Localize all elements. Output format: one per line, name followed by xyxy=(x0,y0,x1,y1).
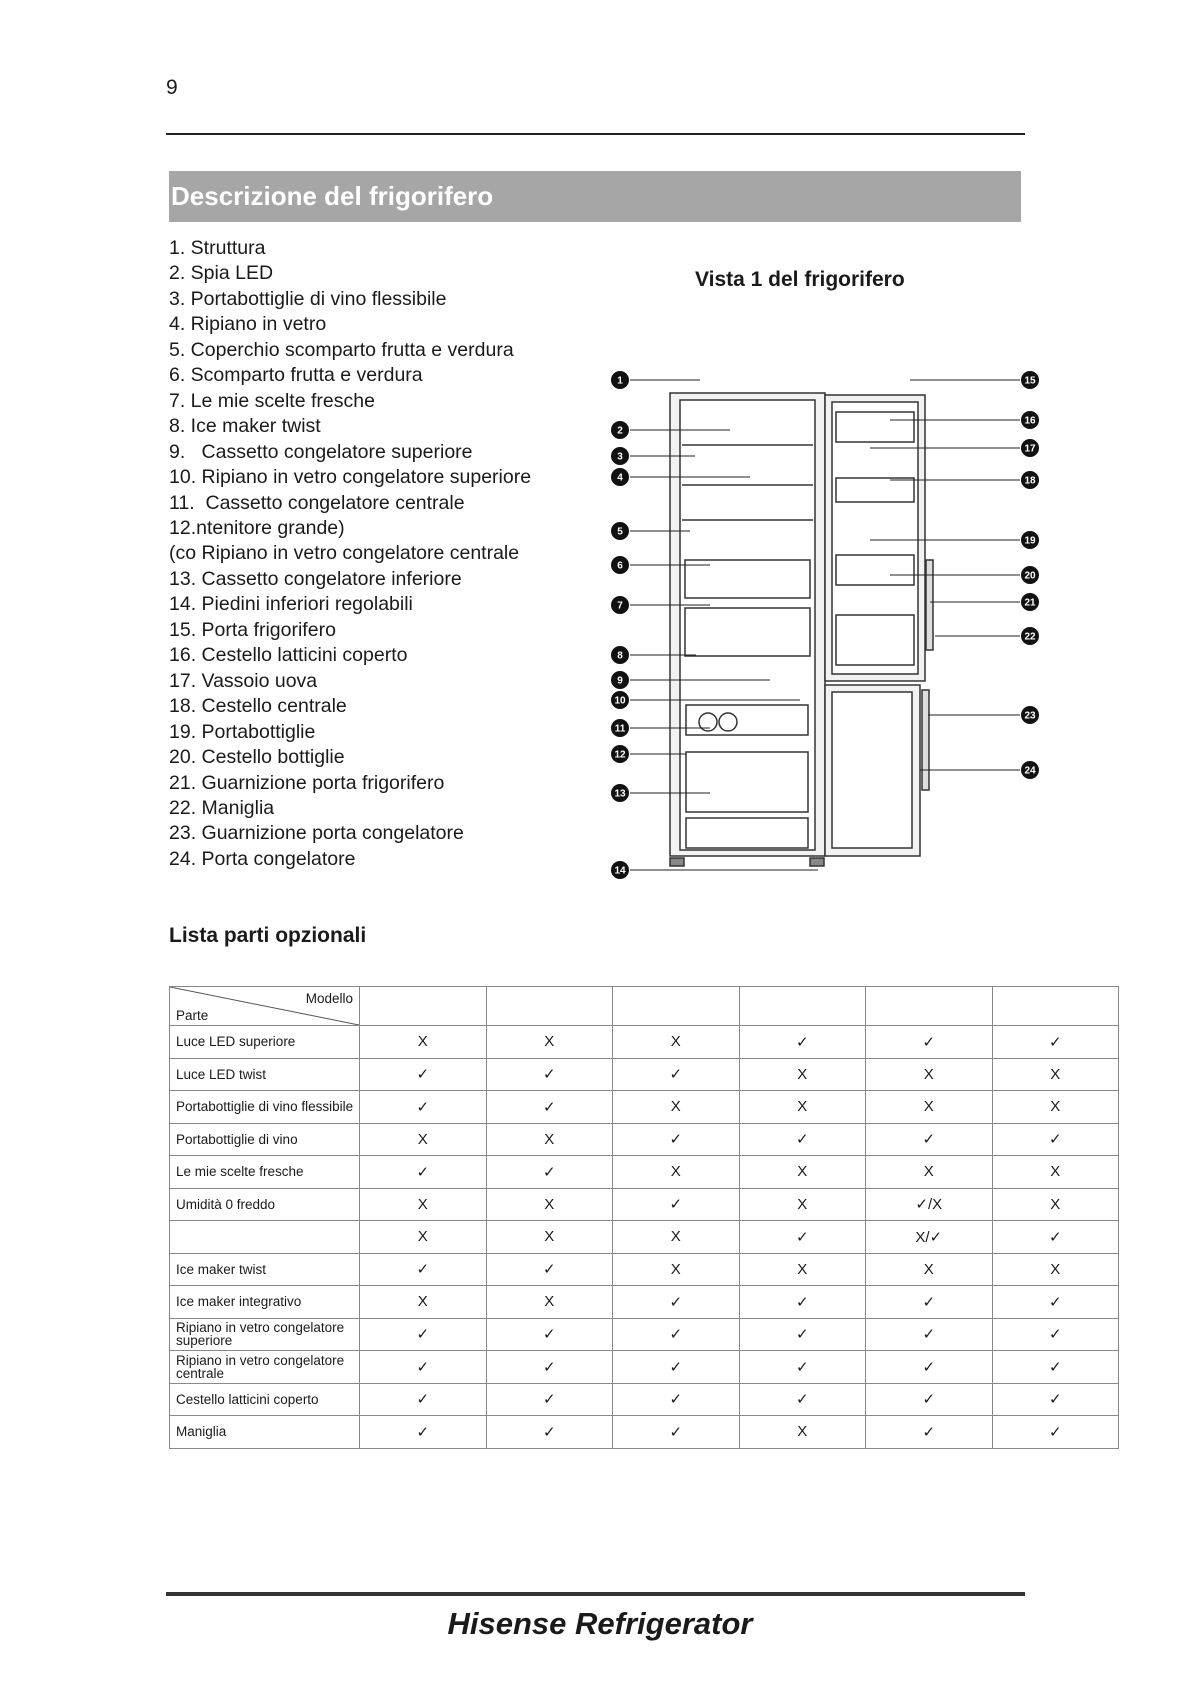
callout-number: 6 xyxy=(617,560,623,572)
table-row xyxy=(170,1416,1119,1449)
availability-mark: X xyxy=(866,1058,993,1091)
availability-mark: ✓ xyxy=(613,1351,740,1384)
parts-list-item: 20. Cestello bottiglie xyxy=(169,746,345,769)
availability-mark: X xyxy=(866,1253,993,1286)
availability-mark: X xyxy=(739,1253,866,1286)
availability-mark: ✓ xyxy=(360,1383,487,1416)
availability-mark: X xyxy=(739,1416,866,1449)
availability-mark: ✓ xyxy=(486,1058,613,1091)
table-row xyxy=(170,1123,1119,1156)
availability-mark: ✓ xyxy=(613,1286,740,1319)
availability-mark: X xyxy=(992,1091,1119,1124)
part-name-cell: Ice maker integrativo xyxy=(170,1286,360,1319)
availability-mark: ✓ xyxy=(866,1286,993,1319)
table-row xyxy=(170,1351,1119,1384)
availability-mark: X xyxy=(360,1221,487,1254)
page-number: 9 xyxy=(166,76,178,99)
availability-mark: ✓ xyxy=(486,1318,613,1351)
availability-mark: ✓ xyxy=(739,1123,866,1156)
availability-mark: X xyxy=(992,1058,1119,1091)
availability-mark: ✓ xyxy=(992,1026,1119,1059)
parts-list-item: 4. Ripiano in vetro xyxy=(169,313,327,336)
availability-mark: ✓ xyxy=(866,1383,993,1416)
availability-mark: ✓ xyxy=(739,1221,866,1254)
part-name-cell: Portabottiglie di vino xyxy=(170,1123,360,1156)
availability-mark: X xyxy=(360,1123,487,1156)
availability-mark: ✓ xyxy=(486,1091,613,1124)
callout-number: 15 xyxy=(1024,375,1036,387)
availability-mark: ✓ xyxy=(613,1416,740,1449)
availability-mark: X xyxy=(613,1026,740,1059)
callout-number: 19 xyxy=(1024,535,1036,547)
availability-mark: ✓ xyxy=(739,1318,866,1351)
bottom-rule xyxy=(166,1592,1025,1596)
parts-list-item: 22. Maniglia xyxy=(169,796,275,819)
parts-list-item: 6. Scomparto frutta e verdura xyxy=(169,364,423,387)
table-row xyxy=(170,1091,1119,1124)
callout-number: 21 xyxy=(1024,597,1036,609)
availability-mark: X xyxy=(992,1156,1119,1189)
parts-list-item: 7. Le mie scelte fresche xyxy=(169,389,375,412)
parts-list-item: 13. Cassetto congelatore inferiore xyxy=(169,567,462,590)
table-row xyxy=(170,1383,1119,1416)
availability-mark: ✓ xyxy=(739,1383,866,1416)
part-name-cell: Ripiano in vetro congelatore superiore xyxy=(170,1318,360,1351)
parts-list-item: 18. Cestello centrale xyxy=(169,695,347,718)
fridge-diagram xyxy=(600,360,1060,930)
part-name-cell: Umidità 0 freddo xyxy=(170,1188,360,1221)
parts-list-item: 12.ntenitore grande) xyxy=(169,516,345,539)
callout-number: 16 xyxy=(1024,415,1036,427)
availability-mark: X xyxy=(360,1188,487,1221)
callout-number: 23 xyxy=(1024,710,1036,722)
availability-mark: ✓ xyxy=(992,1123,1119,1156)
parts-list-item: 3. Portabottiglie di vino flessibile xyxy=(169,287,447,310)
table-row xyxy=(170,1156,1119,1189)
section-header xyxy=(169,171,1021,222)
availability-mark: X xyxy=(992,1188,1119,1221)
availability-mark: ✓ xyxy=(992,1383,1119,1416)
availability-mark: ✓ xyxy=(992,1286,1119,1319)
parts-list-item: 24. Porta congelatore xyxy=(169,847,356,870)
availability-mark: X xyxy=(866,1156,993,1189)
availability-mark: ✓ xyxy=(360,1416,487,1449)
callout-number: 9 xyxy=(617,675,623,687)
parts-list-item: 9. Cassetto congelatore superiore xyxy=(169,440,473,463)
availability-mark: X xyxy=(360,1286,487,1319)
availability-mark: ✓ xyxy=(613,1123,740,1156)
table-row xyxy=(170,1221,1119,1254)
parts-list-item: 21. Guarnizione porta frigorifero xyxy=(169,771,445,794)
callout-number: 5 xyxy=(617,526,623,538)
parts-list-item: 11. Cassetto congelatore centrale xyxy=(169,491,465,514)
availability-mark: ✓ xyxy=(360,1318,487,1351)
table-row xyxy=(170,1058,1119,1091)
callout-number: 4 xyxy=(617,472,623,484)
availability-mark: X xyxy=(866,1091,993,1124)
callout-number: 8 xyxy=(617,650,623,662)
header-model-label: Modello xyxy=(305,991,353,1006)
availability-mark: X xyxy=(486,1188,613,1221)
part-name-cell: Ice maker twist xyxy=(170,1253,360,1286)
availability-mark: ✓ xyxy=(613,1058,740,1091)
availability-mark: ✓ xyxy=(360,1156,487,1189)
availability-mark: ✓ xyxy=(992,1416,1119,1449)
availability-mark: ✓ xyxy=(486,1253,613,1286)
availability-mark: ✓ xyxy=(866,1318,993,1351)
availability-mark: ✓ xyxy=(992,1318,1119,1351)
availability-mark: ✓ xyxy=(613,1188,740,1221)
availability-mark: X xyxy=(486,1221,613,1254)
availability-mark: ✓ xyxy=(613,1318,740,1351)
availability-mark: ✓ xyxy=(486,1383,613,1416)
availability-mark: X xyxy=(360,1026,487,1059)
availability-mark: X xyxy=(739,1058,866,1091)
availability-mark: ✓/X xyxy=(866,1188,993,1221)
parts-list-item: 2. Spia LED xyxy=(169,262,274,285)
availability-mark: ✓ xyxy=(739,1351,866,1384)
table-header-row xyxy=(170,987,1119,1026)
part-name-cell: Luce LED superiore xyxy=(170,1026,360,1059)
parts-list-item: 14. Piedini inferiori regolabili xyxy=(169,593,413,616)
availability-mark: ✓ xyxy=(739,1286,866,1319)
section-title: Descrizione del frigorifero xyxy=(171,181,494,211)
availability-mark: ✓ xyxy=(866,1351,993,1384)
callout-number: 2 xyxy=(617,425,623,437)
callout-number: 17 xyxy=(1024,443,1036,455)
callout-number: 1 xyxy=(617,375,623,387)
optional-parts-title: Lista parti opzionali xyxy=(169,924,367,947)
callout-number: 13 xyxy=(614,788,626,800)
table-row xyxy=(170,1318,1119,1351)
availability-mark: X xyxy=(486,1026,613,1059)
availability-mark: ✓ xyxy=(992,1221,1119,1254)
model-column-5 xyxy=(866,987,993,1026)
part-name-cell: Portabottiglie di vino flessibile xyxy=(170,1091,360,1124)
model-column-2 xyxy=(486,987,613,1026)
parts-list-item: 8. Ice maker twist xyxy=(169,415,321,438)
part-name-cell: Ripiano in vetro congelatore centrale xyxy=(170,1351,360,1384)
header-part-label: Parte xyxy=(176,1008,209,1023)
availability-mark: ✓ xyxy=(486,1416,613,1449)
availability-mark: X xyxy=(486,1123,613,1156)
availability-mark: ✓ xyxy=(360,1058,487,1091)
callout-number: 22 xyxy=(1024,631,1036,643)
parts-list-item: 15. Porta frigorifero xyxy=(169,618,336,641)
callout-number: 24 xyxy=(1024,765,1036,777)
part-name-cell: Le mie scelte fresche xyxy=(170,1156,360,1189)
parts-list-item: 1. Struttura xyxy=(169,237,266,259)
parts-list-item: 17. Vassoio uova xyxy=(169,669,318,692)
callout-number: 12 xyxy=(614,749,626,761)
callout-number: 10 xyxy=(614,695,626,707)
brand-footer xyxy=(0,1606,1190,1642)
optional-parts-table xyxy=(169,986,1119,1449)
part-name-cell: Cestello latticini coperto xyxy=(170,1383,360,1416)
parts-list-item: 23. Guarnizione porta congelatore xyxy=(169,822,464,845)
model-column-6 xyxy=(992,987,1119,1026)
header-diagonal-cell xyxy=(170,987,360,1026)
availability-mark: ✓ xyxy=(360,1351,487,1384)
model-column-4 xyxy=(739,987,866,1026)
parts-list-item: 16. Cestello latticini coperto xyxy=(169,644,408,667)
callout-number: 3 xyxy=(617,451,623,463)
callout-number: 18 xyxy=(1024,475,1036,487)
parts-list xyxy=(169,236,531,872)
availability-mark: ✓ xyxy=(486,1351,613,1384)
availability-mark: ✓ xyxy=(360,1091,487,1124)
availability-mark: X/✓ xyxy=(866,1221,993,1254)
callout-number: 20 xyxy=(1024,570,1036,582)
availability-mark: X xyxy=(486,1286,613,1319)
availability-mark: X xyxy=(739,1156,866,1189)
availability-mark: ✓ xyxy=(360,1253,487,1286)
availability-mark: X xyxy=(613,1253,740,1286)
table-row xyxy=(170,1253,1119,1286)
availability-mark: X xyxy=(739,1188,866,1221)
availability-mark: ✓ xyxy=(866,1123,993,1156)
top-rule xyxy=(166,133,1025,135)
part-name-cell: Maniglia xyxy=(170,1416,360,1449)
table-row xyxy=(170,1286,1119,1319)
callout-number: 14 xyxy=(614,865,626,877)
callout-number: 7 xyxy=(617,600,623,612)
availability-mark: X xyxy=(613,1091,740,1124)
availability-mark: ✓ xyxy=(613,1383,740,1416)
availability-mark: X xyxy=(739,1091,866,1124)
parts-list-item: (co Ripiano in vetro congelatore centrale xyxy=(169,542,520,565)
brand-name: Hisense Refrigerator xyxy=(447,1606,753,1641)
part-name-cell xyxy=(170,1221,360,1254)
availability-mark: ✓ xyxy=(866,1416,993,1449)
model-column-1 xyxy=(360,987,487,1026)
diagram-title: Vista 1 del frigorifero xyxy=(695,268,905,291)
table-row xyxy=(170,1026,1119,1059)
availability-mark: X xyxy=(992,1253,1119,1286)
parts-list-item: 10. Ripiano in vetro congelatore superiore xyxy=(169,466,532,489)
parts-list-item: 5. Coperchio scomparto frutta e verdura xyxy=(169,338,514,361)
table-row xyxy=(170,1188,1119,1221)
availability-mark: X xyxy=(613,1156,740,1189)
availability-mark: ✓ xyxy=(992,1351,1119,1384)
availability-mark: ✓ xyxy=(739,1026,866,1059)
model-column-3 xyxy=(613,987,740,1026)
parts-list-item: 19. Portabottiglie xyxy=(169,720,316,743)
availability-mark: ✓ xyxy=(866,1026,993,1059)
availability-mark: ✓ xyxy=(486,1156,613,1189)
part-name-cell: Luce LED twist xyxy=(170,1058,360,1091)
availability-mark: X xyxy=(613,1221,740,1254)
callout-number: 11 xyxy=(614,723,626,735)
